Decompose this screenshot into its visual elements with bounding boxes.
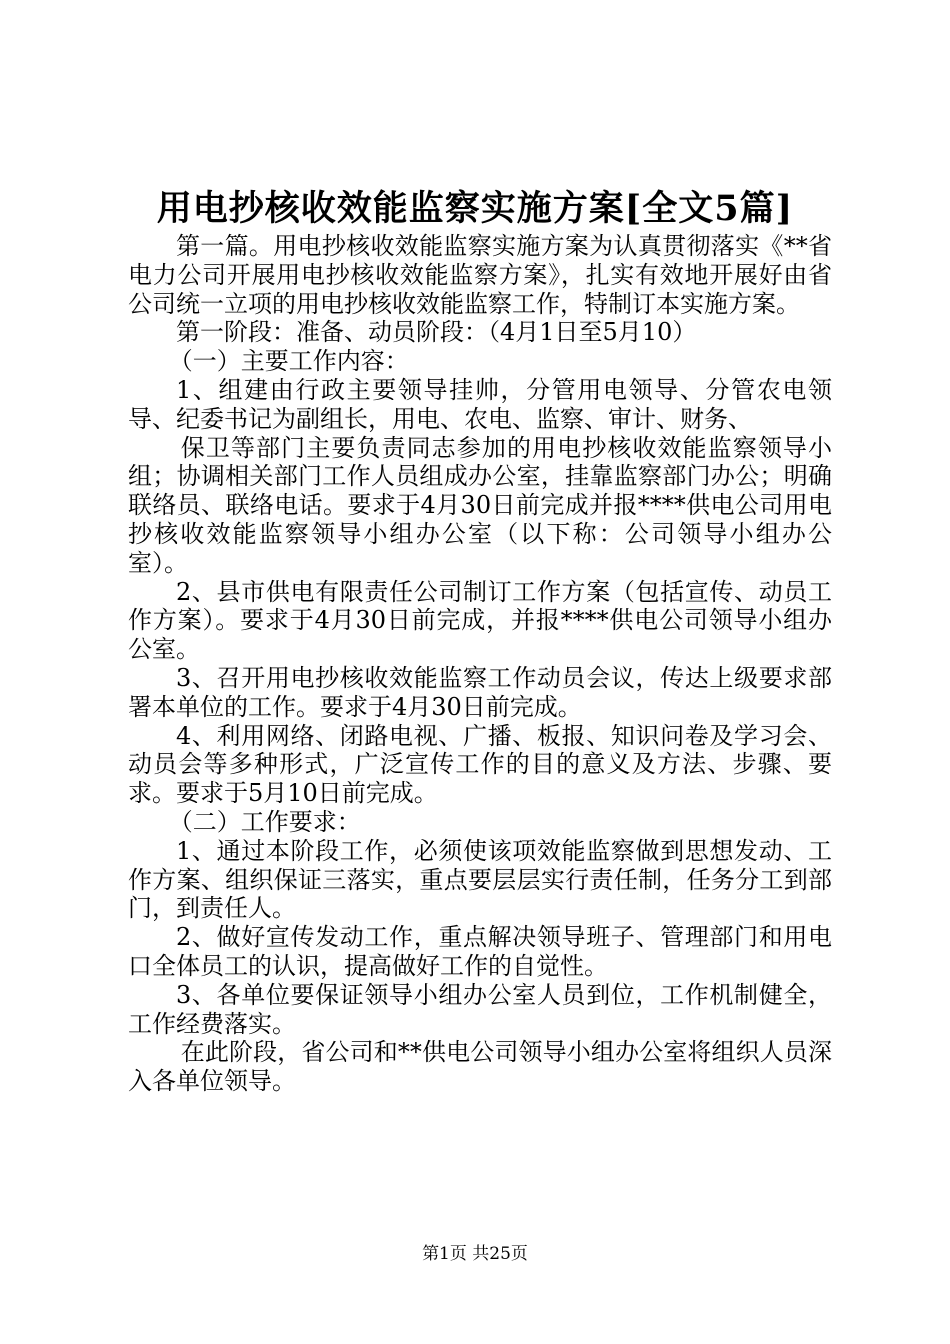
paragraph-closing: 在此阶段，省公司和**供电公司领导小组办公室将组织人员深入各单位领导。 <box>128 1038 832 1096</box>
page-number: 第1页 共25页 <box>422 1244 528 1264</box>
paragraph-item-1: 1、组建由行政主要领导挂帅，分管用电领导、分管农电领导、纪委书记为副组长，用电、农电、监察、审计、财务、 <box>128 375 832 433</box>
paragraph-intro: 第一篇。用电抄核收效能监察实施方案为认真贯彻落实《**省电力公司开展用电抄核收效能监察方案》，扎实有效地开展好由省公司统一立项的用电抄核收效能监察工作，特制订本实施方案。 <box>128 232 832 318</box>
paragraph-section-two: （二）工作要求： <box>168 807 361 836</box>
paragraph-item-3: 3、召开用电抄核收效能监察工作动员会议，传达上级要求部署本单位的工作。要求于4月30日前完成。 <box>128 663 832 721</box>
document-body <box>128 232 832 1096</box>
paragraph-item-1-continued: 保卫等部门主要负责同志参加的用电抄核收效能监察领导小组；协调相关部门工作人员组成办公室，挂靠监察部门办公；明确联络员、联络电话。要求于4月30日前完成并报****供电公司用电抄核收效能监察领导小组办公室（以下称：公司领导小组办公室）。 <box>128 433 832 577</box>
paragraph-item-2: 2、县市供电有限责任公司制订工作方案（包括宣传、动员工作方案）。要求于4月30日前完成，并报****供电公司领导小组办公室。 <box>128 577 832 664</box>
paragraph-requirement-1: 1、通过本阶段工作，必须使该项效能监察做到思想发动、工作方案、组织保证三落实，重点要层层实行责任制，任务分工到部门，到责任人。 <box>128 836 832 923</box>
paragraph-requirement-3: 3、各单位要保证领导小组办公室人员到位，工作机制健全，工作经费落实。 <box>128 980 832 1038</box>
paragraph-item-4: 4、利用网络、闭路电视、广播、板报、知识问卷及学习会、动员会等多种形式，广泛宣传工作的目的意义及方法、步骤、要求。要求于5月10日前完成。 <box>128 721 832 808</box>
paragraph-requirement-2: 2、做好宣传发动工作，重点解决领导班子、管理部门和用电口全体员工的认识，提高做好工作的自觉性。 <box>128 923 832 980</box>
document-title: 用电抄核收效能监察实施方案[全文5篇] <box>156 188 794 229</box>
paragraph-section-one: （一）主要工作内容： <box>168 347 409 376</box>
paragraph-stage-one: 第一阶段：准备、动员阶段：（4月1日至5月10） <box>176 318 697 347</box>
